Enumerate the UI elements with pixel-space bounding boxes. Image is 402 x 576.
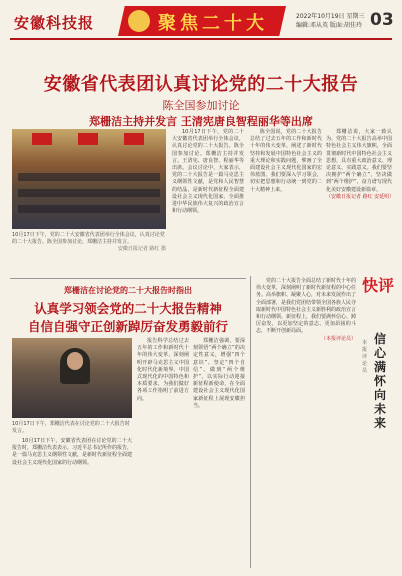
flag-icon: [78, 133, 98, 145]
dateline: [296, 12, 366, 30]
party-emblem-icon: [128, 10, 150, 32]
banner-title: 聚焦二十大: [158, 13, 268, 34]
subheadline-2: 郑栅洁主持并发言 王清宪唐良智程丽华等出席: [89, 115, 313, 128]
page-number: 03: [370, 10, 394, 30]
photo-caption-2: 10月17日下午，郑栅洁代表在讨论党的二十大报告时发言。: [12, 421, 130, 434]
photo-caption-1: 10月17日下午，党的二十大安徽省代表团举行全体会议，认真讨论党的二十大报告。陈全国参加讨论，郑栅洁主持并发言。 安徽日报记者 路红 摄: [12, 232, 166, 252]
commentary-tag-text: 快评: [362, 276, 395, 295]
flag-icon: [124, 133, 144, 145]
story1-credit: （安徽日报记者 路红 安延明）: [326, 193, 395, 200]
story2-headline-line1: 认真学习领会党的二十大报告精神: [34, 301, 222, 316]
masthead-rule: [10, 38, 392, 40]
speaker-face: [67, 352, 83, 370]
story2-headline-line2: 自信自强守正创新踔厉奋发勇毅前行: [27, 319, 228, 334]
editor-text: 编辑:邓从英 版面:胡佳玲: [296, 22, 362, 29]
seated-row: [18, 205, 160, 213]
main-headline: 安徽省代表团认真讨论党的二十大报告: [43, 74, 359, 95]
story1-column-3: 陈全国说，党的二十大报告总结了过去五年的工作和新时代十年的伟大变革，阐述了新时代坚持和发展中国特色社会主义的重大理论和实践问题，擘画了全面建设社会主义现代化国家的宏伟蓝图。我们要深入学习领会，切实把思想和行动统一到党的二十大精神上来。: [250, 129, 322, 193]
speaker-photo: [12, 338, 132, 418]
story2-column-2: 报告科学总结过去五年的工作和新时代十年的伟大变革，深刻阐明开辟马克思主义中国化时代化新境界、中国式现代化的中国特色和本质要求，为我们做好各项工作指明了前进方向。: [137, 338, 189, 402]
commentary-title: 信心满怀向未来: [374, 332, 387, 430]
story2-column-1: 10月17日下午，安徽省代表团在讨论党的二十大报告时，郑栅洁代表表示，习近平总书记所作的报告，是一篇马克思主义纲领性文献，是新时代新征程全面建设社会主义现代化国家的行动纲领。: [12, 438, 133, 466]
seated-row: [18, 173, 160, 181]
section-divider: [10, 278, 246, 279]
flag-icon: [32, 133, 52, 145]
seated-row: [18, 189, 160, 197]
commentary-tag: [362, 273, 394, 297]
column-divider: [250, 276, 251, 568]
paper-name: 安徽科技报: [14, 14, 95, 32]
commentary-body: 党的二十大报告全面总结了新时代十年的伟大变革，深刻阐明了新时代新征程的中心任务。高举旗帜、凝聚人心，对未来发展作出了全面部署，是我们党团结带领全国各族人民夺取新时代中国特色社会主义新胜利的政治宣言和行动纲领。新征程上，我们要满怀信心、踔厉奋发，以更加坚定的意志、更加昂扬的斗志，不断开创新局面。 （本报评论员）: [256, 278, 357, 342]
delegation-meeting-photo: [12, 129, 166, 229]
subheadline-1: 陈全国参加讨论: [162, 99, 240, 112]
commentary-author: 本报评论员: [362, 340, 368, 374]
date-text: 2022年10月19日 星期三: [296, 13, 365, 20]
story1-column-2: 10月17日下午，党的二十大安徽省代表团举行全体会议，认真讨论党的二十大报告。陈全国参加讨论。郑栅洁主持并发言。王清宪、唐良智、程丽华等出席。会议讨论中，大家表示，党的二十大报告是一篇马克思主义纲领性文献，是党和人民智慧的结晶，是新时代新征程全面建设社会主义现代化国家、全面推进中华民族伟大复兴的政治宣言和行动纲领。: [172, 129, 244, 215]
story1-column-4: 郑栅洁说，大家一致认为，党的二十大报告高举中国特色社会主义伟大旗帜，全面贯彻新时代中国特色社会主义思想，具有重大政治意义、理论意义、实践意义。我们要坚决拥护“两个确立”，坚决做到“两个维护”，奋力谱写现代化美好安徽建设新篇章。 （安徽日报记者 路红 安延明）: [326, 129, 395, 200]
commentary-credit: （本报评论员）: [320, 335, 356, 342]
story2-kicker: 郑栅洁在讨论党的二十大报告时指出: [64, 286, 192, 295]
story2-column-3: 郑栅洁强调，要深刻领悟“两个确立”的决定性意义，增强“四个意识”、坚定“四个自信”、做到“两个维护”，以实际行动迎接新征程新使命，在全面建设社会主义现代化国家新征程上展现安徽担当。: [193, 338, 245, 409]
photo-credit: 安徽日报记者 路红 摄: [117, 246, 166, 252]
